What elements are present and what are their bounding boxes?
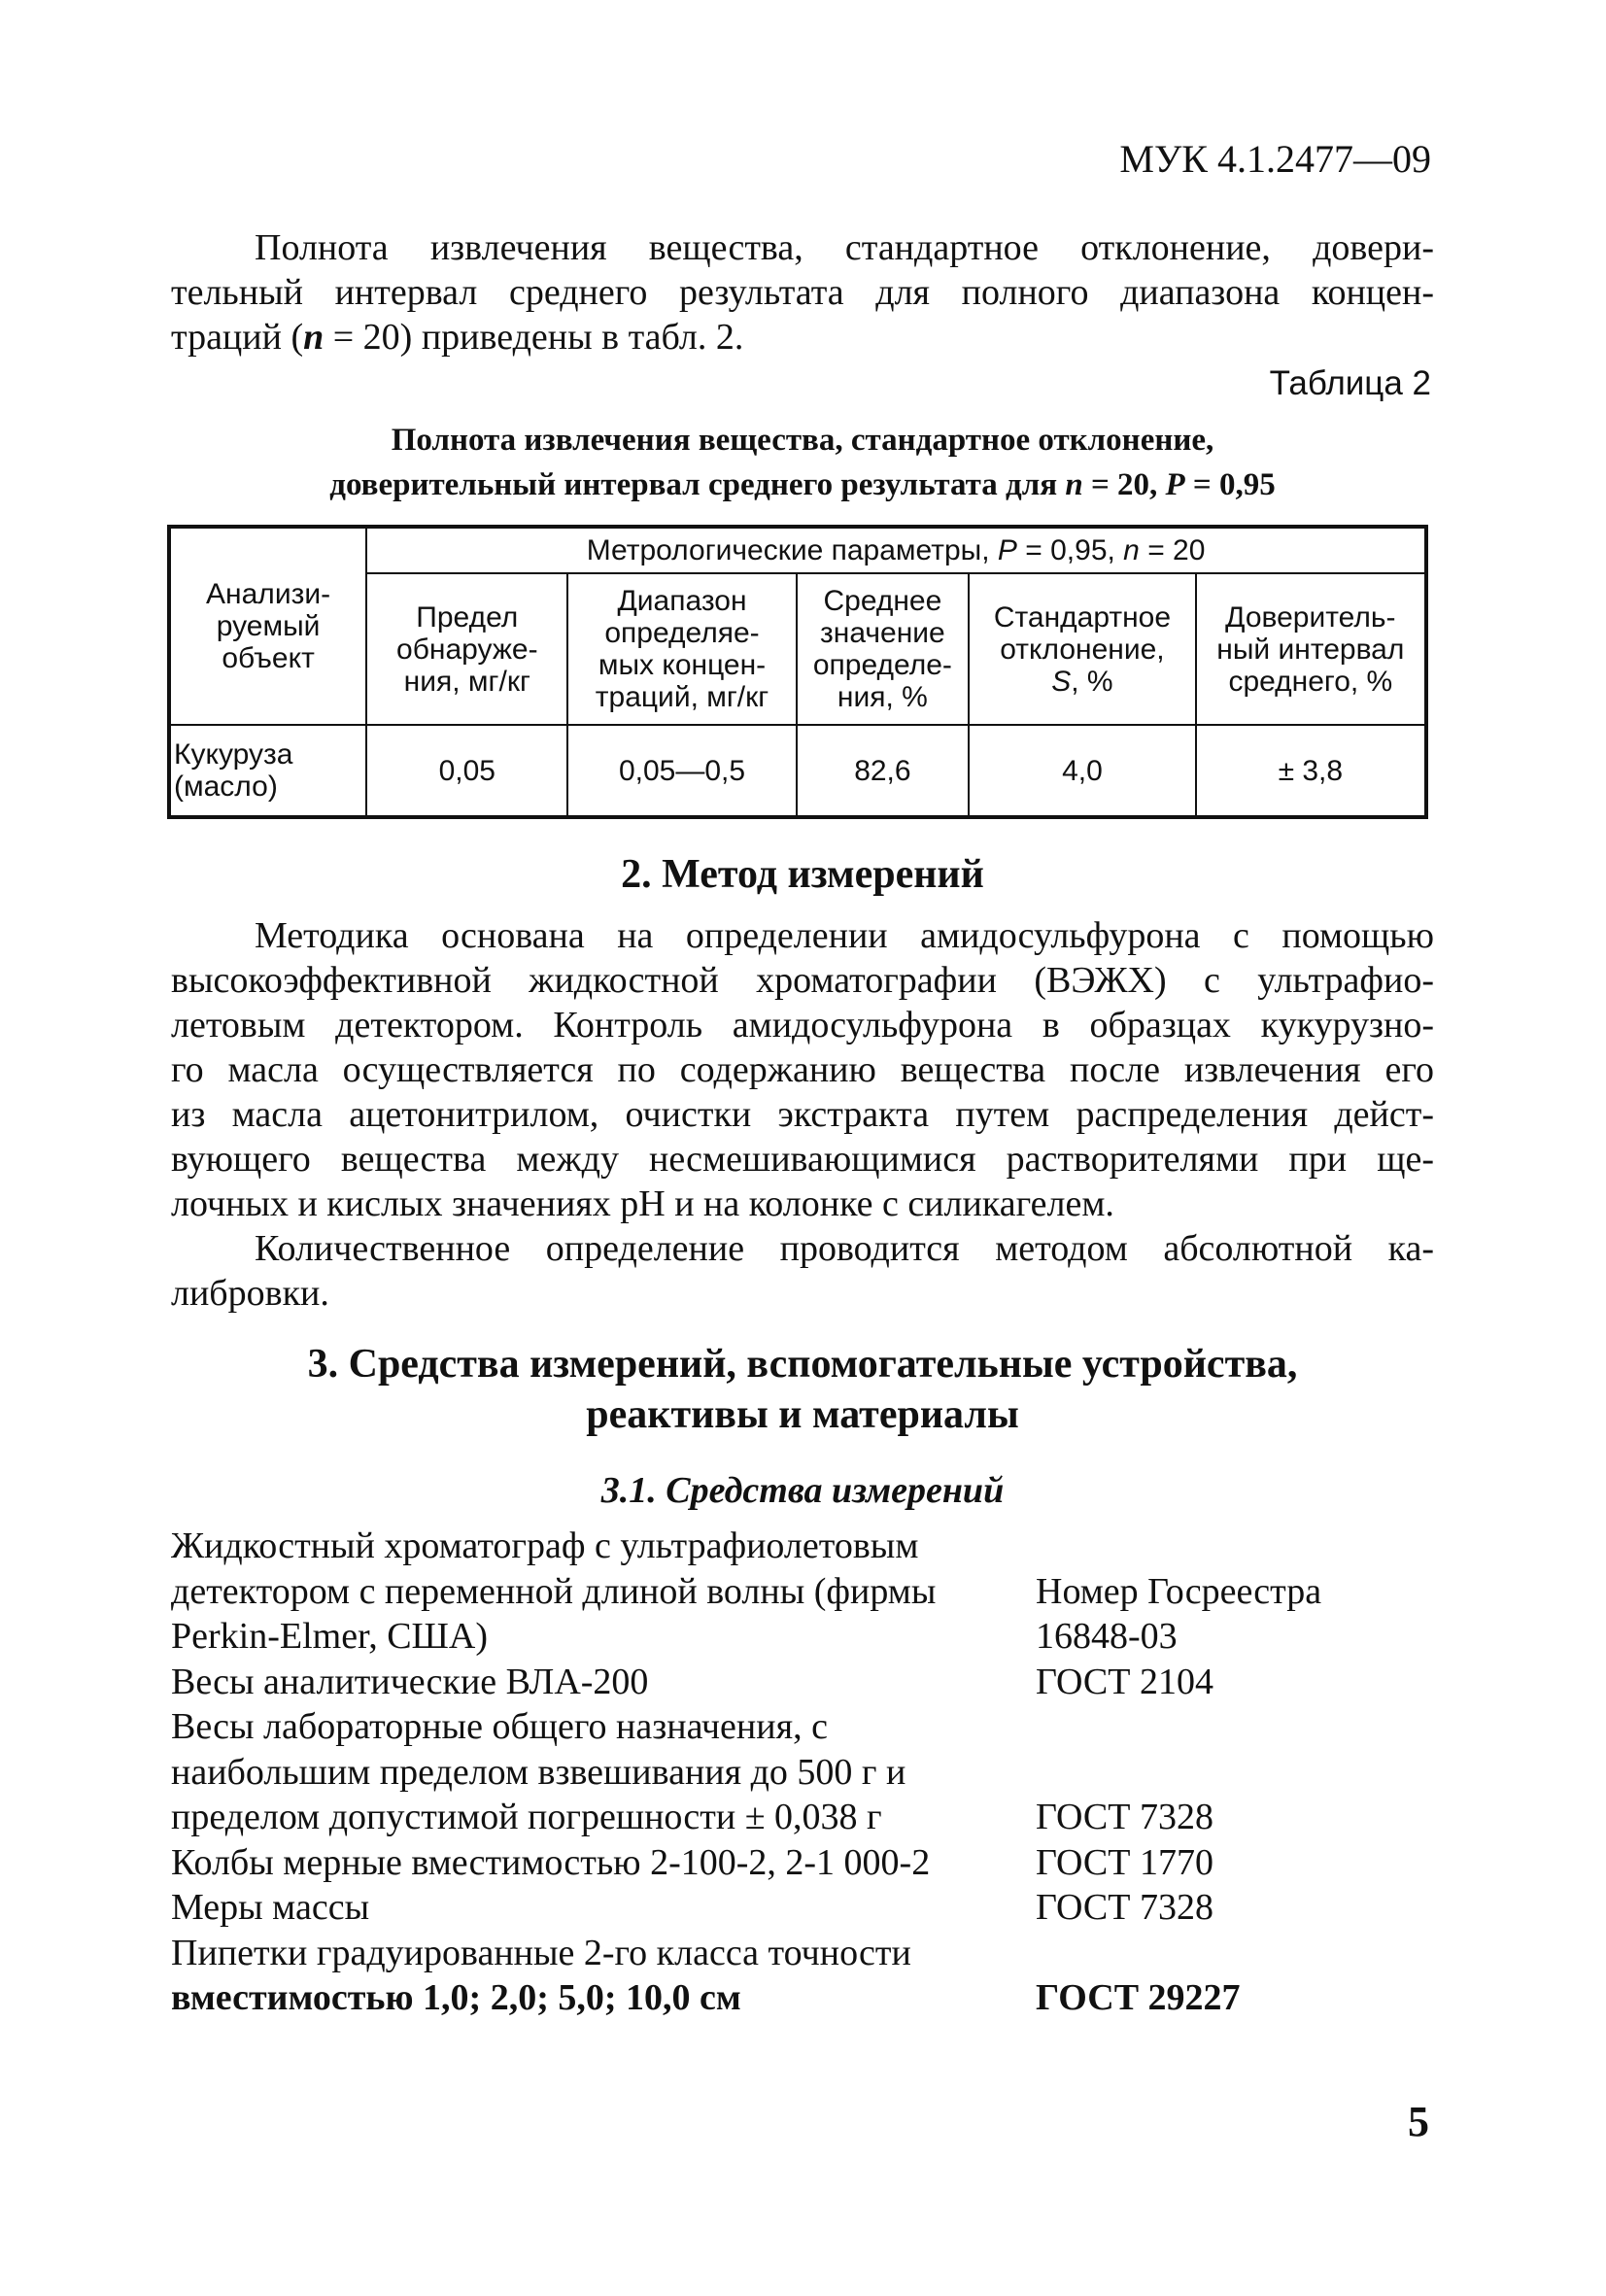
intro-paragraph xyxy=(171,225,1434,360)
col-header-confidence: Доверитель- ный интервал среднего, % xyxy=(1196,573,1426,725)
item-name: пределом допустимой погрешности ± 0,038 г xyxy=(171,1797,882,1837)
item-name: Меры массы xyxy=(171,1887,370,1928)
metro-mid: = 0,95, xyxy=(1016,534,1124,566)
metrology-group-header xyxy=(366,527,1426,573)
item-name: вместимостью 1,0; 2,0; 5,0; 10,0 см xyxy=(171,1977,741,2018)
col-header-range: Диапазон определяе- мых концен- траций, мг/кг xyxy=(567,573,796,725)
s2-line: либровки. xyxy=(171,1273,329,1314)
metro-text: Метрологические параметры, xyxy=(586,534,998,566)
col-header-std-dev xyxy=(969,573,1195,725)
document-code: МУК 4.1.2477—09 xyxy=(1119,137,1431,181)
table-caption-line-2 xyxy=(171,463,1434,507)
caption-n: n xyxy=(1065,467,1083,502)
cell-mean: 82,6 xyxy=(797,725,970,817)
cell-object: Кукуруза (масло) xyxy=(169,725,366,817)
object-column-header: Анализи- руемый объект xyxy=(169,527,366,725)
s2-line: Количественное определение проводится методом абсолютной ка- xyxy=(255,1228,1434,1269)
metro-p: P xyxy=(997,534,1017,566)
intro-line-3-end: = 20) приведены в табл. 2. xyxy=(324,317,744,358)
section-3-title xyxy=(171,1339,1434,1440)
metro-end: = 20 xyxy=(1139,534,1206,566)
item-name: Весы лабораторные общего назначения, с xyxy=(171,1706,828,1747)
intro-n-variable: n xyxy=(303,317,325,358)
cell-ci: ± 3,8 xyxy=(1196,725,1426,817)
intro-line-3 xyxy=(171,315,1434,360)
section-2-paragraph-2 xyxy=(171,1226,1434,1316)
list-item xyxy=(171,1569,1483,1615)
caption-p: P xyxy=(1165,467,1185,502)
s2-line: летовым детектором. Контроль амидосульфурона в образцах кукурузно- xyxy=(171,1005,1434,1045)
col-header-detection-limit: Предел обнаруже- ния, мг/кг xyxy=(366,573,567,725)
intro-line-3-start: траций ( xyxy=(171,317,304,358)
page-number: 5 xyxy=(1408,2098,1429,2145)
item-name: Пипетки градуированные 2-го класса точности xyxy=(171,1932,911,1973)
cell-range: 0,05—0,5 xyxy=(567,725,796,817)
section-3-title-line-1: 3. Средства измерений, вспомогательные устройства, xyxy=(307,1342,1298,1387)
section-3-title-line-2: реактивы и материалы xyxy=(586,1392,1019,1437)
list-item xyxy=(171,1885,1483,1931)
caption-end: = 0,95 xyxy=(1184,467,1276,502)
item-standard: ГОСТ 7328 xyxy=(1036,1887,1213,1928)
std-dev-s: S xyxy=(1051,665,1072,698)
std-dev-header-text: Стандартное отклонение, xyxy=(993,600,1172,666)
intro-line-2: тельный интервал среднего результата для полного диапазона концен- xyxy=(171,272,1434,313)
s2-line: вующего вещества между несмешивающимися растворителями при ще- xyxy=(171,1139,1434,1180)
equipment-list xyxy=(171,1524,1483,2021)
item-standard: ГОСТ 2104 xyxy=(1036,1661,1213,1702)
table-row xyxy=(169,725,1426,817)
list-item xyxy=(171,1614,1483,1660)
item-name: детектором с переменной длиной волны (фирмы xyxy=(171,1570,937,1612)
table-header-row xyxy=(169,527,1426,573)
list-item xyxy=(171,1931,1483,1976)
caption-start: доверительный интервал среднего результата для xyxy=(329,467,1066,502)
table-caption xyxy=(171,418,1434,507)
list-item xyxy=(171,1750,1483,1796)
s2-line: Методика основана на определении амидосульфурона с помощью xyxy=(255,915,1434,956)
section-2-title: 2. Метод измерений xyxy=(621,852,984,897)
s2-line: высокоэффективной жидкостной хроматографии (ВЭЖХ) с ультрафио- xyxy=(171,960,1434,1001)
s2-line: го масла осуществляется по содержанию вещества после извлечения его xyxy=(171,1049,1434,1090)
metrology-table xyxy=(167,525,1428,819)
item-name: Весы аналитические ВЛА-200 xyxy=(171,1661,649,1702)
item-standard: ГОСТ 29227 xyxy=(1036,1977,1241,2018)
caption-mid: = 20, xyxy=(1082,467,1166,502)
section-2-paragraph-1 xyxy=(171,913,1434,1226)
cell-limit: 0,05 xyxy=(366,725,567,817)
list-item xyxy=(171,1975,1483,2021)
item-name: Perkin-Elmer, США) xyxy=(171,1616,488,1657)
s2-line: лочных и кислых значениях pH и на колонке с силикагелем. xyxy=(171,1183,1114,1224)
list-item xyxy=(171,1795,1483,1840)
item-standard: ГОСТ 1770 xyxy=(1036,1841,1213,1883)
metro-n: n xyxy=(1123,534,1140,566)
item-standard: ГОСТ 7328 xyxy=(1036,1797,1213,1837)
std-dev-unit: , % xyxy=(1071,665,1113,698)
s2-line: из масла ацетонитрилом, очистки экстракта путем распределения дейст- xyxy=(171,1094,1434,1135)
table-caption-line-1: Полнота извлечения вещества, стандартное отклонение, xyxy=(391,423,1214,458)
intro-line-1: Полнота извлечения вещества, стандартное отклонение, довери- xyxy=(255,227,1434,268)
list-item xyxy=(171,1660,1483,1705)
item-standard: 16848-03 xyxy=(1036,1616,1178,1657)
item-name: Колбы мерные вместимостью 2-100-2, 2-1 000-2 xyxy=(171,1841,931,1883)
list-item xyxy=(171,1840,1483,1886)
item-name: Жидкостный хроматограф с ультрафиолетовым xyxy=(171,1525,919,1566)
list-item xyxy=(171,1704,1483,1750)
cell-sd: 4,0 xyxy=(969,725,1195,817)
table-label: Таблица 2 xyxy=(1269,364,1431,402)
item-standard: Номер Госреестра xyxy=(1036,1570,1322,1612)
col-header-mean: Среднее значение определе- ния, % xyxy=(797,573,970,725)
subsection-3-1-title: 3.1. Средства измерений xyxy=(600,1470,1005,1511)
list-item xyxy=(171,1524,1483,1569)
item-name: наибольшим пределом взвешивания до 500 г и xyxy=(171,1751,906,1793)
